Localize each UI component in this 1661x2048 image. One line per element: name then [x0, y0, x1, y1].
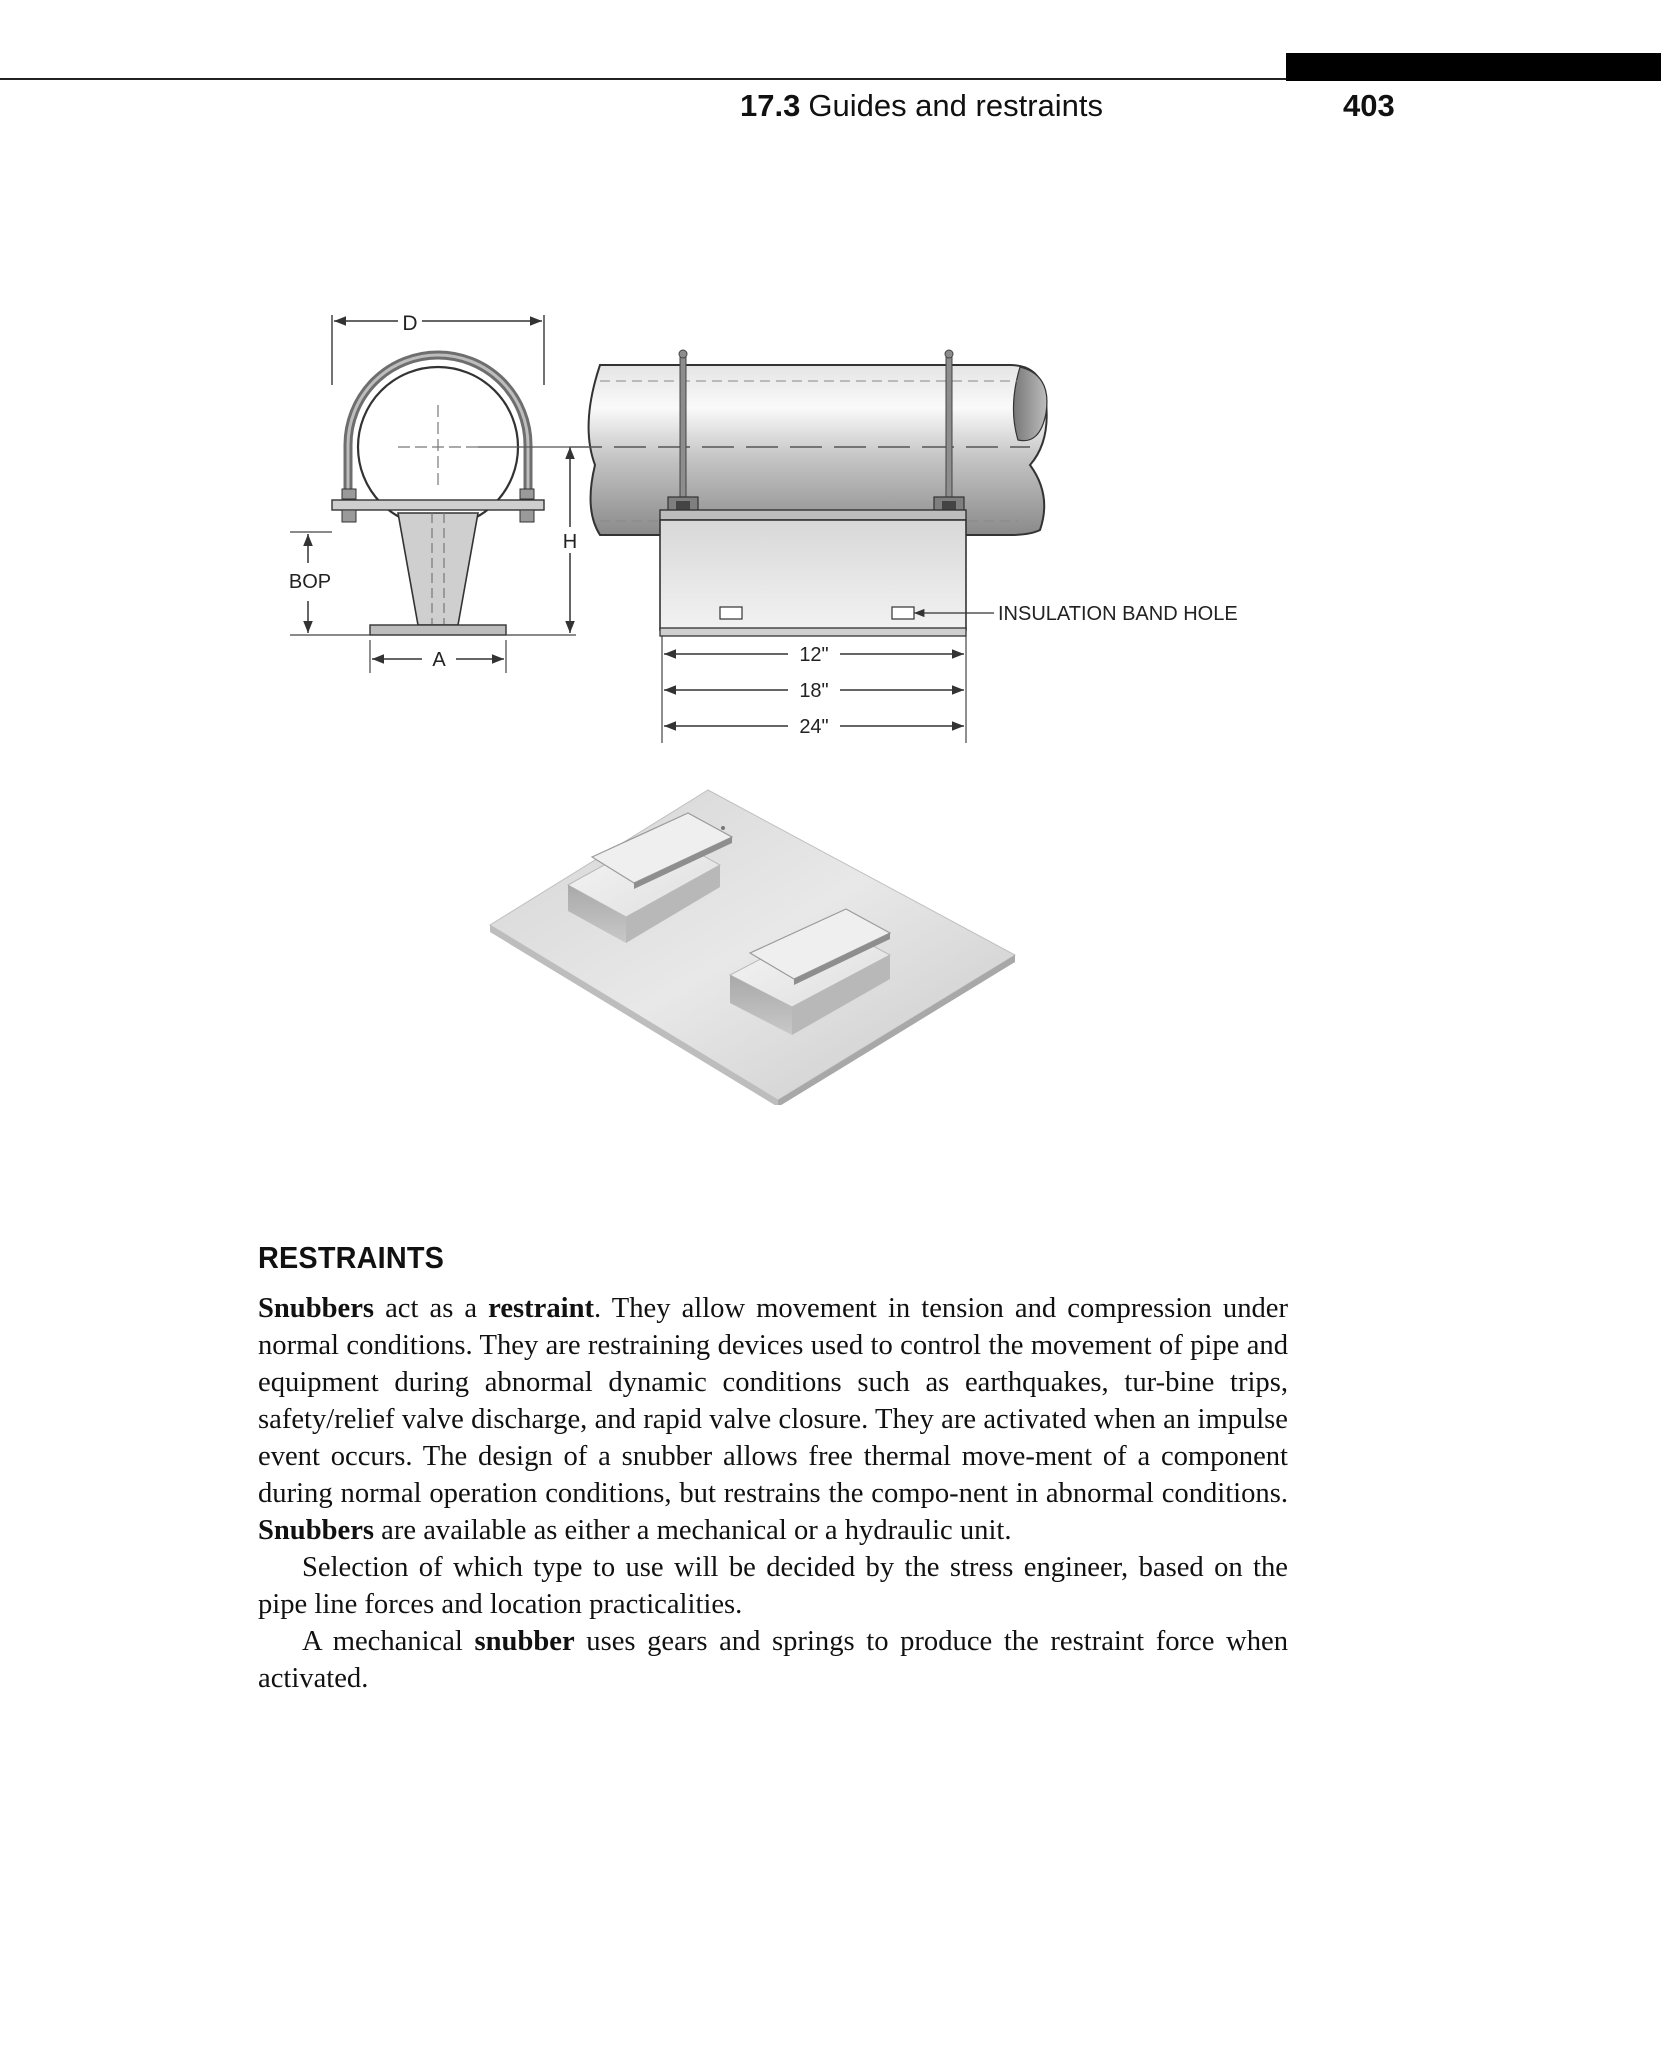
pipe-saddle-drawing: [270, 295, 1290, 755]
body-text: [258, 1290, 1288, 1697]
dim-bop-label: BOP: [288, 571, 332, 593]
section-title: Guides and restraints: [808, 88, 1103, 123]
page-number: 403: [1343, 88, 1395, 123]
dim-24-label: 24": [799, 716, 829, 738]
header-bar: [1286, 53, 1661, 81]
insulation-band-hole-label: INSULATION BAND HOLE: [998, 603, 1238, 625]
term-snubbers-2: Snubbers: [258, 1515, 375, 1546]
section-heading: RESTRAINTS: [258, 1240, 445, 1275]
end-view: [289, 312, 580, 673]
dim-18-label: 18": [799, 680, 829, 702]
section-number: 17.3: [740, 88, 801, 123]
text-run: are available as either a mechanical or a hydraulic unit.: [374, 1515, 1012, 1546]
term-snubber: snubber: [474, 1626, 575, 1657]
term-restraint: restraint: [488, 1293, 595, 1324]
dim-d-label: D: [402, 312, 418, 335]
side-view: [570, 350, 1238, 743]
dim-12-label: 12": [799, 644, 829, 666]
text-run: . They allow movement in tension and compression under normal conditions. They are restraining devices used to control the movement of pipe and equipment during abnormal dynamic conditions such as earthquakes, tur-bine trips, safety/relief valve discharge, and rapid valve closure. They are activated when an impulse event occurs. The design of a snubber allows free thermal move-ment of a component during normal operation conditions, but restrains the compo-nent in abnormal conditions.: [258, 1293, 1288, 1509]
running-header: [740, 88, 1103, 124]
paragraph-3: [258, 1623, 1288, 1697]
text-run: A mechanical: [302, 1626, 475, 1657]
dim-a-label: A: [432, 649, 446, 671]
dim-h-label: H: [562, 531, 578, 553]
text-run: act as a: [374, 1293, 489, 1324]
text-run: uses gears and springs to produce the restraint force when activated.: [258, 1626, 1288, 1694]
paragraph-1: [258, 1290, 1288, 1549]
header-rule: [0, 78, 1290, 80]
paragraph-2: Selection of which type to use will be decided by the stress engineer, based on the pipe line forces and location practicalities.: [258, 1552, 1288, 1620]
term-snubbers: Snubbers: [258, 1293, 375, 1324]
guide-plate-render: [480, 785, 1020, 1105]
